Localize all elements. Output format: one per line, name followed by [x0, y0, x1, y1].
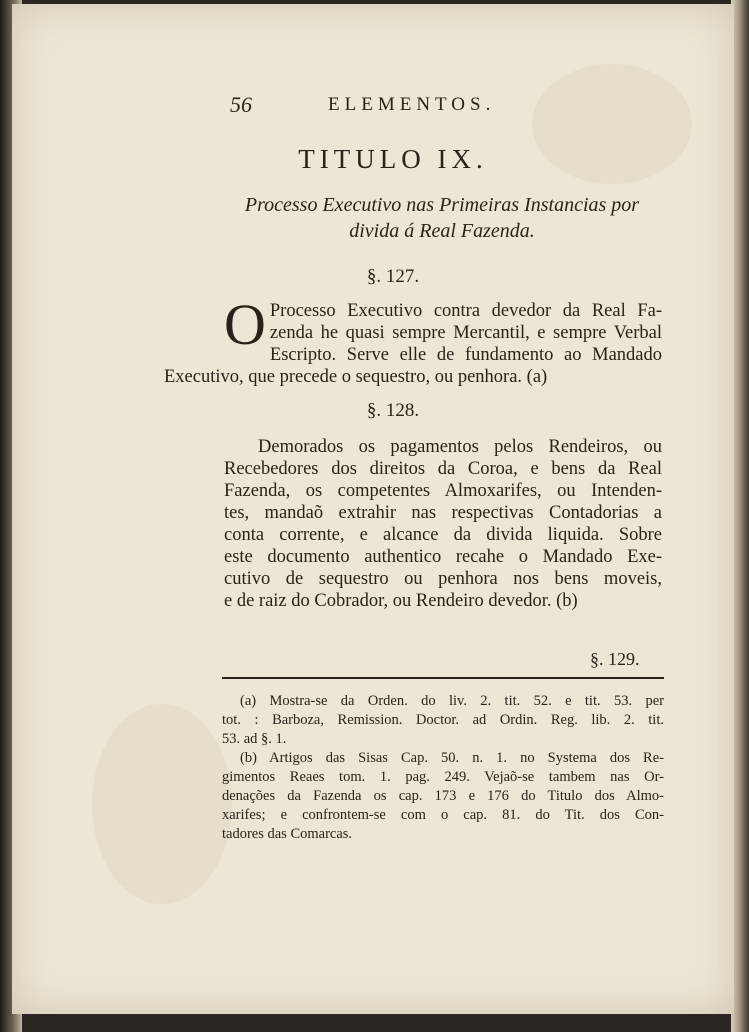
paragraph-127 [164, 292, 662, 388]
text-line: cutivo de sequestro ou penhora nos bens moveis, [224, 569, 662, 589]
page-number: 56 [230, 92, 252, 117]
chapter-subtitle [212, 192, 672, 244]
page-header [12, 92, 734, 122]
footnote-line: xarifes; e confrontem-se com o cap. 81. do Tit. dos Con- [222, 807, 664, 823]
subtitle-line: Processo Executivo nas Primeiras Instancias por [244, 194, 640, 216]
subtitle-line: divida á Real Fazenda. [349, 220, 535, 242]
footnotes [222, 692, 664, 844]
footnote-line: (b) Artigos das Sisas Cap. 50. n. 1. no Systema dos Re- [240, 750, 664, 766]
text-line: zenda he quasi sempre Mercantil, e sempre Verbal [269, 323, 662, 343]
text-line: Executivo, que precede o sequestro, ou penhora. (a) [164, 367, 548, 387]
text-line: Escripto. Serve elle de fundamento ao Mandado [269, 345, 662, 365]
text-line: e de raiz do Cobrador, ou Rendeiro devedor. (b) [224, 591, 578, 611]
text-line: Processo Executivo contra devedor da Real Fa- [269, 301, 662, 321]
text-line: Recebedores dos direitos da Coroa, e bens da Real [224, 459, 662, 479]
text-line: tes, mandaõ extrahir nas respectivas Contadorias a [224, 503, 662, 523]
text-line: este documento authentico recahe o Mandado Exe- [224, 547, 662, 567]
footnote-line: (a) Mostra-se da Orden. do liv. 2. tit. 52. e tit. 53. per [240, 693, 664, 709]
text-line: Fazenda, os competentes Almoxarifes, ou Intenden- [224, 481, 662, 501]
footnote-line: 53. ad §. 1. [222, 731, 287, 747]
running-title: ELEMENTOS. [328, 94, 496, 115]
book-page [12, 4, 734, 1014]
drop-cap: O [224, 292, 266, 357]
paragraph-128 [224, 436, 662, 612]
catchword: §. 129. [590, 649, 640, 669]
footnote-rule [222, 677, 664, 679]
text-line: Demorados os pagamentos pelos Rendeiros, ou [258, 437, 662, 457]
section-mark-127: §. 127. [366, 266, 420, 287]
footnote-line: denações da Fazenda os cap. 173 e 176 do Titulo dos Almo- [222, 788, 664, 804]
paper-stain [92, 704, 232, 904]
chapter-title: TITULO IX. [298, 144, 488, 174]
footnote-line: gimentos Reaes tom. 1. pag. 249. Vejaõ-se tambem nas Or- [222, 769, 664, 785]
text-line: conta corrente, e alcance da divida liquida. Sobre [224, 525, 662, 545]
footnote-line: tot. : Barboza, Remission. Doctor. ad Ordin. Reg. lib. 2. tit. [222, 712, 664, 728]
section-mark-128: §. 128. [366, 400, 420, 421]
footnote-line: tadores das Comarcas. [222, 826, 353, 842]
